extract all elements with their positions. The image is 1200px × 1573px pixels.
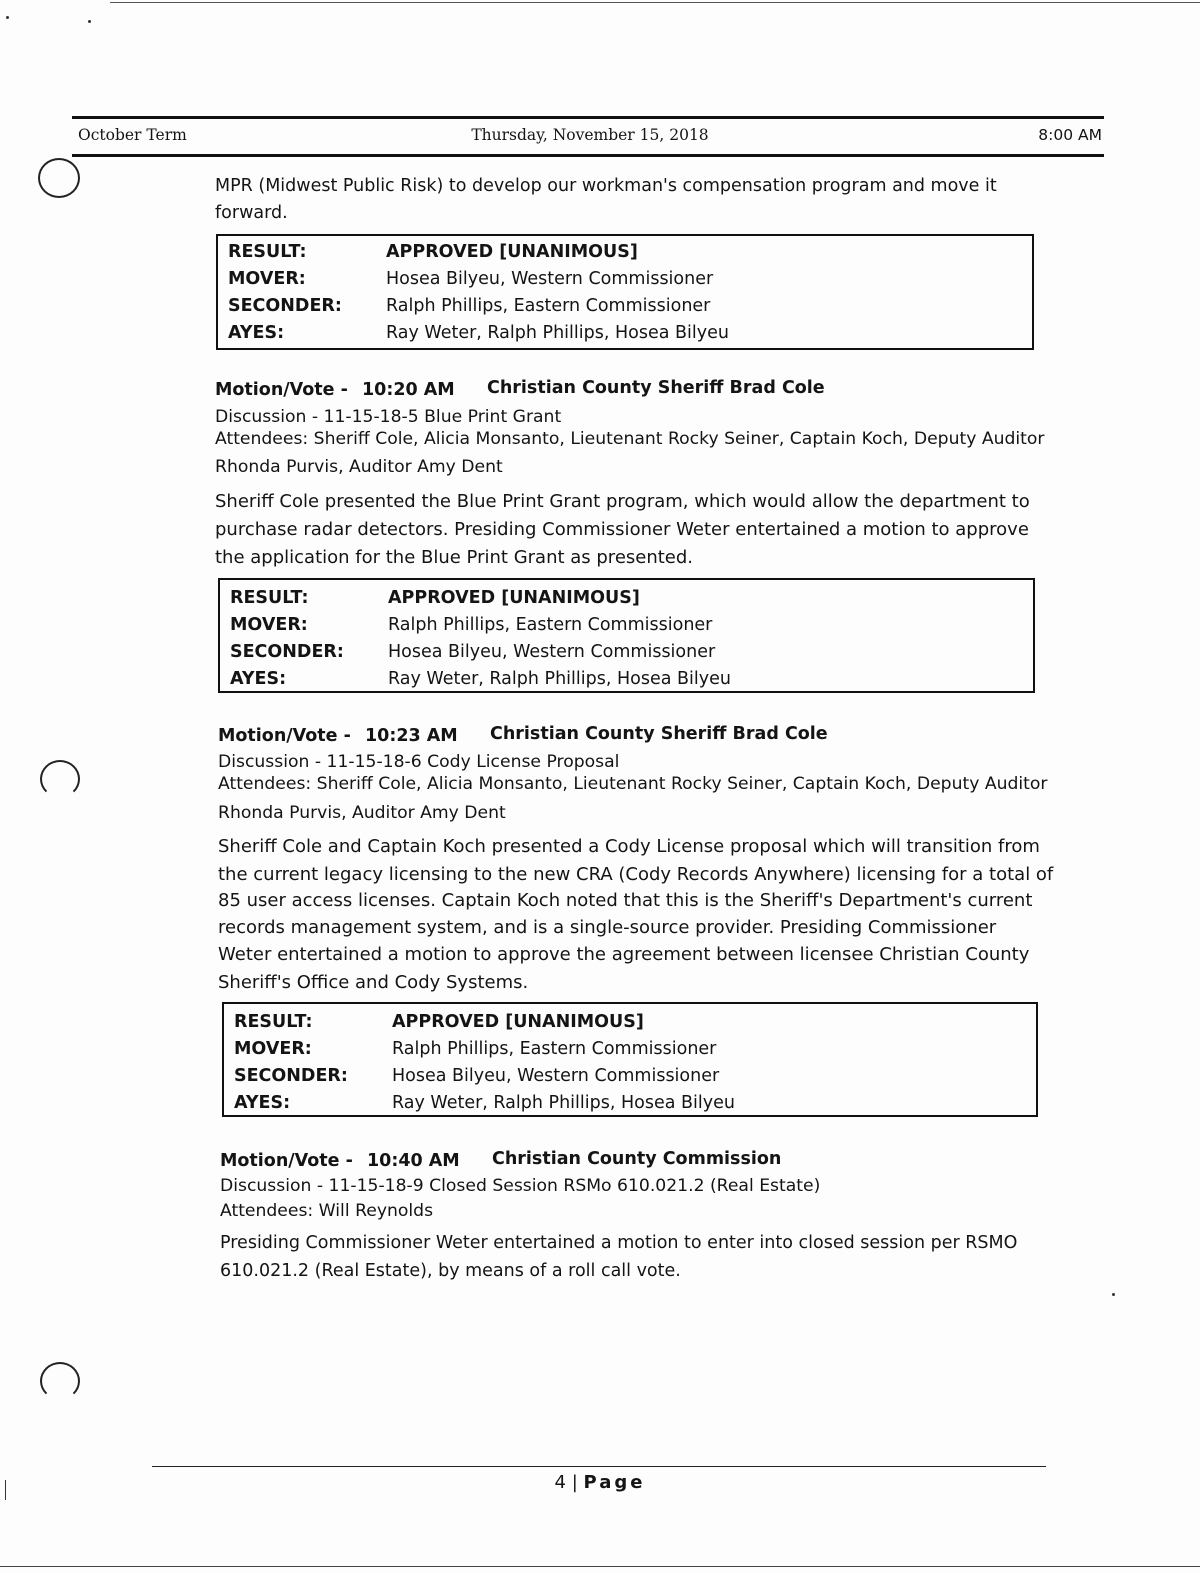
body-line: Weter entertained a motion to approve the agreement between licensee Christian County: [218, 944, 1030, 965]
body-line: Presiding Commissioner Weter entertained a motion to enter into closed session per RSMO: [220, 1233, 1018, 1253]
punch-hole: [38, 158, 80, 198]
motion-org: Christian County Sheriff Brad Cole: [487, 378, 825, 398]
body-line: 85 user access licenses. Captain Koch noted that this is the Sheriff's Department's current: [218, 890, 1033, 911]
vote-result-box: [218, 578, 1035, 693]
header-rule-top: [72, 116, 1104, 119]
result-value: APPROVED [UNANIMOUS]: [386, 242, 638, 262]
seconder-value: Hosea Bilyeu, Western Commissioner: [392, 1066, 720, 1086]
motion-heading: [220, 1149, 782, 1171]
attendees-line: Rhonda Purvis, Auditor Amy Dent: [218, 803, 506, 823]
mover-key: MOVER:: [234, 1039, 312, 1059]
scan-edge-bottom: [0, 1566, 1200, 1567]
term-label: October Term: [78, 126, 187, 144]
attendees-line: Attendees: Sheriff Cole, Alicia Monsanto, Lieutenant Rocky Seiner, Captain Koch, Deputy Auditor: [215, 429, 1045, 449]
motion-heading: [218, 724, 828, 746]
scan-speck: [6, 16, 9, 19]
ayes-key: AYES:: [230, 669, 287, 689]
mover-value: Ralph Phillips, Eastern Commissioner: [392, 1039, 717, 1059]
intro-line: forward.: [215, 203, 288, 223]
punch-hole: [40, 1362, 80, 1400]
body-line: Sheriff's Office and Cody Systems.: [218, 972, 529, 993]
attendees-line: Attendees: Sheriff Cole, Alicia Monsanto, Lieutenant Rocky Seiner, Captain Koch, Deputy Auditor: [218, 774, 1048, 794]
page-separator: |: [571, 1472, 578, 1493]
body-line: purchase radar detectors. Presiding Commissioner Weter entertained a motion to approve: [215, 519, 1029, 540]
motion-time: 10:20 AM: [361, 380, 455, 400]
mover-key: MOVER:: [228, 269, 306, 289]
body-line: the current legacy licensing to the new CRA (Cody Records Anywhere) licensing for a total of: [218, 864, 1054, 885]
discussion-line: Discussion - 11-15-18-5 Blue Print Grant: [215, 407, 562, 427]
scan-speck: [88, 20, 91, 23]
meeting-time: 8:00 AM: [1038, 126, 1102, 144]
motion-time: 10:40 AM: [366, 1151, 460, 1171]
mover-value: Hosea Bilyeu, Western Commissioner: [386, 269, 714, 289]
body-line: 610.021.2 (Real Estate), by means of a roll call vote.: [220, 1261, 681, 1281]
body-line: the application for the Blue Print Grant as presented.: [215, 547, 694, 568]
motion-label: Motion/Vote -: [220, 1151, 353, 1171]
motion-org: Christian County Sheriff Brad Cole: [490, 724, 828, 744]
result-key: RESULT:: [234, 1012, 313, 1032]
vote-result-box: [216, 234, 1034, 350]
motion-time: 10:23 AM: [364, 726, 458, 746]
result-key: RESULT:: [230, 588, 309, 608]
page-header: [78, 126, 1102, 150]
motion-label: Motion/Vote -: [215, 380, 348, 400]
punch-hole: [40, 760, 80, 798]
page-number: 4: [554, 1472, 566, 1493]
result-key: RESULT:: [228, 242, 307, 262]
ayes-key: AYES:: [228, 323, 285, 343]
meeting-date: Thursday, November 15, 2018: [471, 126, 709, 144]
seconder-key: SECONDER:: [230, 642, 344, 662]
body-line: records management system, and is a single-source provider. Presiding Commissioner: [218, 917, 997, 938]
ayes-value: Ray Weter, Ralph Phillips, Hosea Bilyeu: [386, 323, 729, 343]
discussion-line: Discussion - 11-15-18-9 Closed Session RSMo 610.021.2 (Real Estate): [220, 1176, 821, 1196]
discussion-line: Discussion - 11-15-18-6 Cody License Proposal: [218, 752, 620, 772]
motion-heading: [215, 378, 825, 400]
attendees-line: Rhonda Purvis, Auditor Amy Dent: [215, 457, 503, 477]
seconder-value: Ralph Phillips, Eastern Commissioner: [386, 296, 711, 316]
result-value: APPROVED [UNANIMOUS]: [388, 588, 640, 608]
scan-speck: [1112, 1293, 1115, 1296]
attendees-line: Attendees: Will Reynolds: [220, 1201, 434, 1221]
body-line: Sheriff Cole and Captain Koch presented a Cody License proposal which will transition from: [218, 836, 1040, 857]
seconder-key: SECONDER:: [234, 1066, 348, 1086]
mover-value: Ralph Phillips, Eastern Commissioner: [388, 615, 713, 635]
ayes-value: Ray Weter, Ralph Phillips, Hosea Bilyeu: [392, 1093, 735, 1113]
motion-org: Christian County Commission: [492, 1149, 782, 1169]
mover-key: MOVER:: [230, 615, 308, 635]
footer-rule: [152, 1466, 1046, 1467]
seconder-key: SECONDER:: [228, 296, 342, 316]
seconder-value: Hosea Bilyeu, Western Commissioner: [388, 642, 716, 662]
body-line: Sheriff Cole presented the Blue Print Grant program, which would allow the department to: [215, 491, 1030, 512]
intro-line: MPR (Midwest Public Risk) to develop our workman's compensation program and move it: [215, 176, 997, 196]
scan-edge-top: [110, 2, 1200, 3]
page-footer: [0, 1472, 1200, 1493]
result-value: APPROVED [UNANIMOUS]: [392, 1012, 644, 1032]
ayes-value: Ray Weter, Ralph Phillips, Hosea Bilyeu: [388, 669, 731, 689]
page-word: Page: [583, 1472, 646, 1493]
ayes-key: AYES:: [234, 1093, 291, 1113]
vote-result-box: [222, 1002, 1038, 1117]
motion-label: Motion/Vote -: [218, 726, 351, 746]
header-rule-bottom: [72, 154, 1104, 157]
